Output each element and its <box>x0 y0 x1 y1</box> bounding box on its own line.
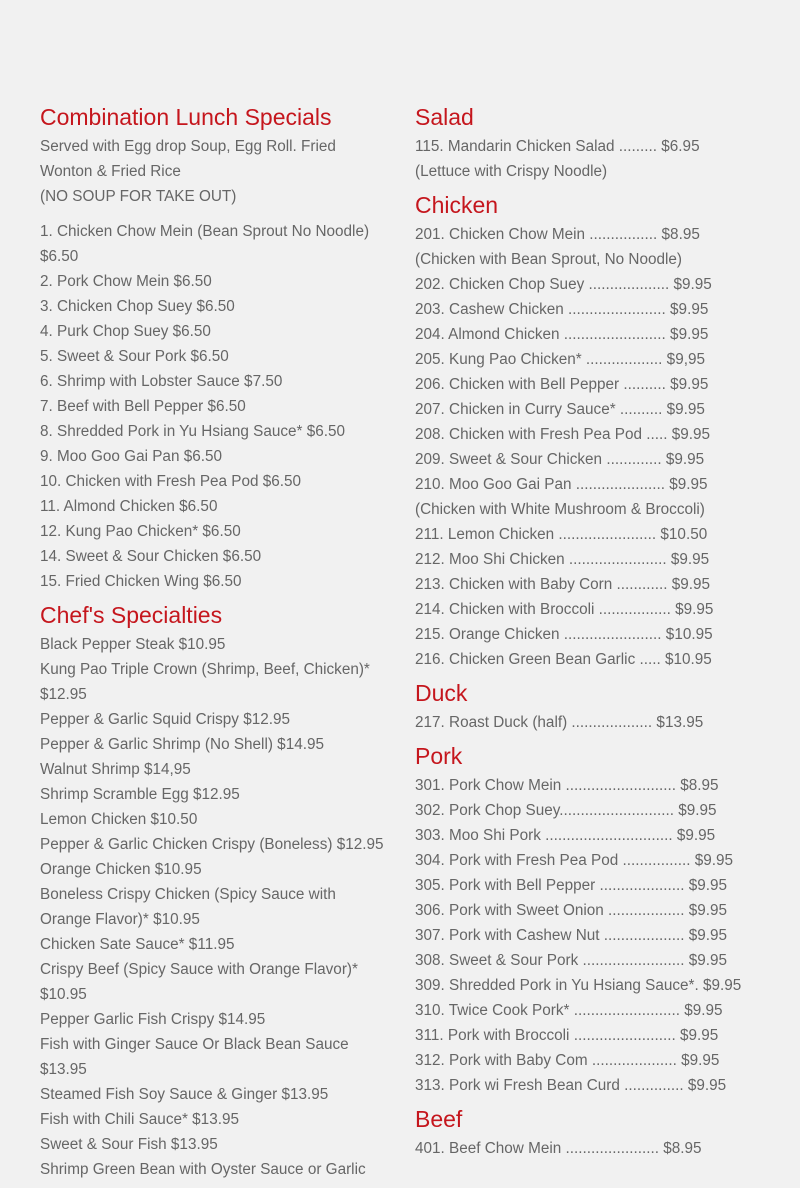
menu-item: 203. Cashew Chicken ....................... $9.95 <box>415 301 709 318</box>
menu-item: Sweet & Sour Fish $13.95 <box>40 1136 218 1153</box>
right-column <box>415 100 795 1161</box>
menu-item: Pepper & Garlic Chicken Crispy (Boneless) $12.95 <box>40 836 384 853</box>
combo-intro-line: (NO SOUP FOR TAKE OUT) <box>40 188 237 205</box>
menu-item: 401. Beef Chow Mein ...................... $8.95 <box>415 1140 702 1157</box>
menu-item: Chicken Sate Sauce* $11.95 <box>40 936 235 953</box>
menu-item: Pepper Garlic Fish Crispy $14.95 <box>40 1011 266 1028</box>
menu-item: 115. Mandarin Chicken Salad ......... $6.95 <box>415 138 700 155</box>
section-title-pork: Pork <box>415 743 463 769</box>
menu-item: 305. Pork with Bell Pepper .................... $9.95 <box>415 877 728 894</box>
menu-item: 209. Sweet & Sour Chicken ............. $9.95 <box>415 451 705 468</box>
menu-item: 4. Purk Chop Suey $6.50 <box>40 323 211 340</box>
menu-item: Fish with Chili Sauce* $13.95 <box>40 1111 239 1128</box>
menu-item: 309. Shredded Pork in Yu Hsiang Sauce*. $9.95 <box>415 977 742 994</box>
menu-item: 11. Almond Chicken $6.50 <box>40 498 218 515</box>
menu-item: 301. Pork Chow Mein .......................... $8.95 <box>415 777 719 794</box>
section-title-salad: Salad <box>415 104 474 130</box>
menu-item-note: (Lettuce with Crispy Noodle) <box>415 163 608 180</box>
menu-item: Pepper & Garlic Shrimp (No Shell) $14.95 <box>40 736 324 753</box>
menu-item: 307. Pork with Cashew Nut ................... $9.95 <box>415 927 728 944</box>
section-title-chicken: Chicken <box>415 192 499 218</box>
menu-item: 15. Fried Chicken Wing $6.50 <box>40 573 242 590</box>
menu-item: 9. Moo Goo Gai Pan $6.50 <box>40 448 222 465</box>
menu-item: 207. Chicken in Curry Sauce* .......... $9.95 <box>415 401 705 418</box>
menu-item: Shrimp Green Bean with Oyster Sauce or Garlic <box>40 1161 366 1178</box>
menu-item: 214. Chicken with Broccoli ................. $9.95 <box>415 601 714 618</box>
menu-item: 216. Chicken Green Bean Garlic ..... $10.95 <box>415 651 712 668</box>
menu-item: 206. Chicken with Bell Pepper .......... $9.95 <box>415 376 709 393</box>
menu-item: 5. Sweet & Sour Pork $6.50 <box>40 348 229 365</box>
section-title-combination-lunch: Combination Lunch Specials <box>40 104 332 130</box>
menu-item: Boneless Crispy Chicken (Spicy Sauce with Orange Flavor)* $10.95 <box>40 886 336 928</box>
menu-item: 213. Chicken with Baby Corn ............ $9.95 <box>415 576 711 593</box>
menu-item: Pepper & Garlic Squid Crispy $12.95 <box>40 711 290 728</box>
menu-item: 215. Orange Chicken ....................... $10.95 <box>415 626 713 643</box>
menu-item-note: (Chicken with Bean Sprout, No Noodle) <box>415 251 682 268</box>
menu-item: 212. Moo Shi Chicken ....................... $9.95 <box>415 551 710 568</box>
menu-item: 311. Pork with Broccoli ........................ $9.95 <box>415 1027 719 1044</box>
menu-item: 7. Beef with Bell Pepper $6.50 <box>40 398 246 415</box>
menu-item: 302. Pork Chop Suey........................... $9.95 <box>415 802 717 819</box>
menu-item: 313. Pork wi Fresh Bean Curd .............. $9.95 <box>415 1077 727 1094</box>
menu-item: 306. Pork with Sweet Onion .................. $9.95 <box>415 902 728 919</box>
menu-item: Orange Chicken $10.95 <box>40 861 202 878</box>
menu-item: 202. Chicken Chop Suey ................... $9.95 <box>415 276 712 293</box>
section-title-chefs-specialties: Chef's Specialties <box>40 602 223 628</box>
menu-item: Black Pepper Steak $10.95 <box>40 636 226 653</box>
menu-item: 2. Pork Chow Mein $6.50 <box>40 273 212 290</box>
menu-item: 308. Sweet & Sour Pork ........................ $9.95 <box>415 952 728 969</box>
menu-item: Fish with Ginger Sauce Or Black Bean Sauce $13.95 <box>40 1036 349 1078</box>
menu-item: 1. Chicken Chow Mein (Bean Sprout No Noodle) $6.50 <box>40 223 370 265</box>
menu-item: 204. Almond Chicken ........................ $9.95 <box>415 326 709 343</box>
menu-item: 303. Moo Shi Pork .............................. $9.95 <box>415 827 716 844</box>
menu-item: 208. Chicken with Fresh Pea Pod ..... $9.95 <box>415 426 711 443</box>
menu-item: 211. Lemon Chicken ....................... $10.50 <box>415 526 708 543</box>
menu-item: 312. Pork with Baby Com .................... $9.95 <box>415 1052 720 1069</box>
menu-item-note: (Chicken with White Mushroom & Broccoli) <box>415 501 705 518</box>
menu-item: 3. Chicken Chop Suey $6.50 <box>40 298 235 315</box>
menu-item: Kung Pao Triple Crown (Shrimp, Beef, Chicken)* $12.95 <box>40 661 370 703</box>
menu-item: Steamed Fish Soy Sauce & Ginger $13.95 <box>40 1086 329 1103</box>
combo-intro-line: Served with Egg drop Soup, Egg Roll. Fried Wonton & Fried Rice <box>40 138 336 180</box>
section-title-duck: Duck <box>415 680 468 706</box>
menu-item: Walnut Shrimp $14,95 <box>40 761 191 778</box>
menu-item: 201. Chicken Chow Mein ................ $8.95 <box>415 226 700 243</box>
menu-item: 10. Chicken with Fresh Pea Pod $6.50 <box>40 473 302 490</box>
menu-item: 217. Roast Duck (half) ................... $13.95 <box>415 714 704 731</box>
menu-item: 205. Kung Pao Chicken* .................. $9,95 <box>415 351 705 368</box>
menu-item: 210. Moo Goo Gai Pan ..................... $9.95 <box>415 476 708 493</box>
menu-item: 12. Kung Pao Chicken* $6.50 <box>40 523 241 540</box>
menu-item: Lemon Chicken $10.50 <box>40 811 198 828</box>
menu-item: 304. Pork with Fresh Pea Pod ................ $9.95 <box>415 852 733 869</box>
menu-item: 8. Shredded Pork in Yu Hsiang Sauce* $6.50 <box>40 423 346 440</box>
menu-item: Shrimp Scramble Egg $12.95 <box>40 786 240 803</box>
menu-item: 14. Sweet & Sour Chicken $6.50 <box>40 548 262 565</box>
menu-item: 6. Shrimp with Lobster Sauce $7.50 <box>40 373 283 390</box>
section-title-beef: Beef <box>415 1106 463 1132</box>
left-column <box>40 100 390 1182</box>
menu-item: 310. Twice Cook Pork* ......................... $9.95 <box>415 1002 723 1019</box>
menu-item: Crispy Beef (Spicy Sauce with Orange Flavor)* $10.95 <box>40 961 358 1003</box>
